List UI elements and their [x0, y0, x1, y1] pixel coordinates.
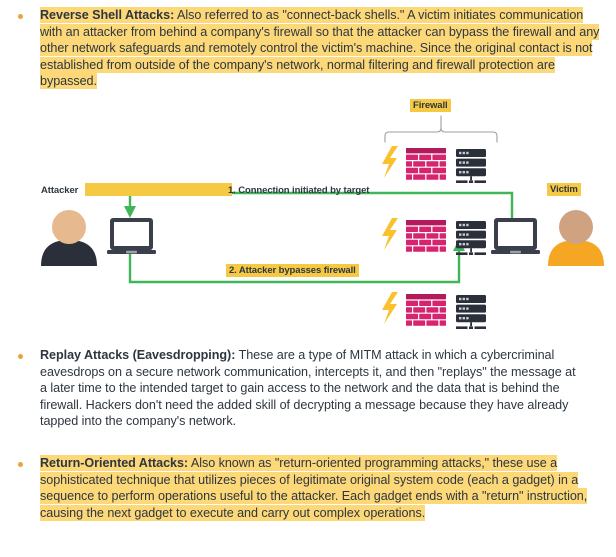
bullet-reverse-shell-body: Also referred to as "connect-back shells." A victim initiates communication with an attacker from behind a company's firewall so that the attacker can bypass the firewall and any other network safeguards and remotely control the victim's machine. Since the original contact is not established from outside of the company's network, normal filtering and firewall protection are bypassed.	[40, 8, 600, 89]
victim-person-icon	[548, 210, 604, 266]
brick-wall-icon	[406, 148, 446, 180]
lightning-bolt-icon	[382, 292, 398, 324]
bullet-replay-attacks	[18, 347, 584, 430]
brick-wall-icon	[406, 220, 446, 252]
attacker-laptop-icon	[107, 218, 156, 254]
firewall-group-middle	[382, 218, 486, 255]
server-rack-icon	[456, 149, 486, 183]
diagram-label-victim: Victim	[547, 183, 581, 196]
diagram-label-firewall: Firewall	[410, 99, 451, 112]
flow-line-step1	[124, 193, 512, 236]
bullet-reverse-shell-text	[40, 7, 600, 90]
bullet-marker-icon	[18, 14, 23, 19]
brick-wall-icon	[406, 294, 446, 326]
bullet-return-body: Also known as "return-oriented programming attacks," these use a sophisticated technique that utilizes pieces of legitimate original system code (each a gadget) in a sequence to perform operations useful to the attacker. Each gadget ends with a "return" instruction, causing the next gadget to execute and carry out complex operations.	[40, 456, 588, 520]
lightning-bolt-icon	[382, 218, 398, 250]
bullet-return-text	[40, 455, 588, 521]
bullet-marker-icon	[18, 354, 23, 359]
firewall-group-top	[382, 146, 486, 183]
bullet-replay-text	[40, 347, 584, 430]
flow-arrow-down-icon	[124, 206, 136, 218]
diagram-label-step2: 2. Attacker bypasses firewall	[226, 264, 359, 277]
server-rack-icon	[456, 295, 486, 329]
firewall-group-bottom	[382, 292, 486, 329]
lightning-bolt-icon	[382, 146, 398, 178]
attacker-person-icon	[41, 210, 97, 266]
bullet-return-oriented-attacks	[18, 455, 588, 521]
diagram-label-attacker: Attacker	[41, 185, 79, 196]
reverse-shell-diagram	[0, 96, 616, 336]
bullet-replay-body: These are a type of MITM attack in which a cybercriminal eavesdrops on a secure network communication, intercepts it, and then "replays" the message at a later time to the intended target to gain access to the network and the data that is behind the firewall. Hackers don't need the added skill of decrypting a message because they have already tapped into the company's network.	[40, 348, 576, 429]
firewall-bracket	[385, 116, 497, 142]
diagram-canvas	[0, 96, 616, 336]
bullet-marker-icon	[18, 462, 23, 467]
victim-laptop-icon	[491, 218, 540, 254]
bullet-reverse-shell-lead: Reverse Shell Attacks:	[40, 8, 175, 22]
bullet-replay-lead: Replay Attacks (Eavesdropping):	[40, 348, 236, 362]
step1-highlight-bar	[85, 183, 232, 196]
bullet-reverse-shell-attacks	[18, 7, 600, 90]
bullet-return-lead: Return-Oriented Attacks:	[40, 456, 189, 470]
diagram-label-step1: 1. Connection initiated by target	[228, 185, 370, 196]
